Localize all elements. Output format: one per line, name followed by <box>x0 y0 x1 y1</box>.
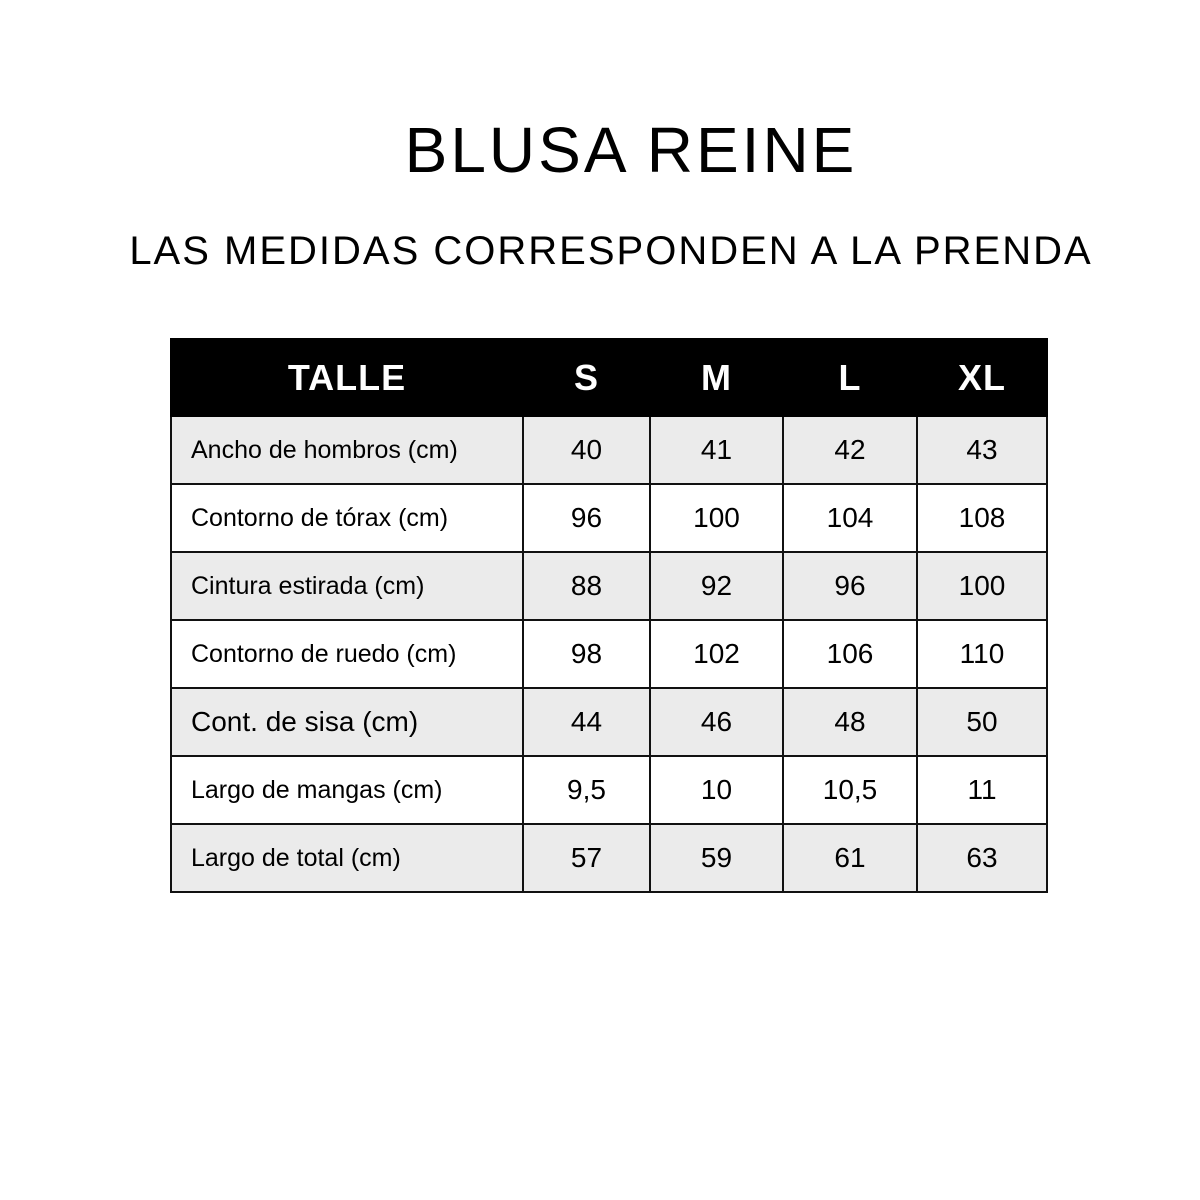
table-row <box>171 824 1047 892</box>
cell-value: 106 <box>783 620 917 688</box>
cell-value: 96 <box>523 484 650 552</box>
cell-value: 98 <box>523 620 650 688</box>
column-header-xl: XL <box>917 339 1047 416</box>
row-label: Cintura estirada (cm) <box>171 552 523 620</box>
table-header-row <box>171 339 1047 416</box>
table-row <box>171 688 1047 756</box>
page-title: BLUSA REINE <box>404 114 858 186</box>
cell-value: 11 <box>917 756 1047 824</box>
cell-value: 43 <box>917 416 1047 484</box>
cell-value: 110 <box>917 620 1047 688</box>
cell-value: 108 <box>917 484 1047 552</box>
table-row <box>171 552 1047 620</box>
cell-value: 10,5 <box>783 756 917 824</box>
cell-value: 92 <box>650 552 783 620</box>
cell-value: 96 <box>783 552 917 620</box>
cell-value: 100 <box>917 552 1047 620</box>
row-label: Largo de mangas (cm) <box>171 756 523 824</box>
row-label: Largo de total (cm) <box>171 824 523 892</box>
cell-value: 50 <box>917 688 1047 756</box>
cell-value: 40 <box>523 416 650 484</box>
cell-value: 61 <box>783 824 917 892</box>
cell-value: 100 <box>650 484 783 552</box>
table-row <box>171 484 1047 552</box>
column-header-m: M <box>650 339 783 416</box>
column-header-talle: TALLE <box>171 339 523 416</box>
cell-value: 42 <box>783 416 917 484</box>
cell-value: 48 <box>783 688 917 756</box>
cell-value: 9,5 <box>523 756 650 824</box>
column-header-l: L <box>783 339 917 416</box>
table-row <box>171 756 1047 824</box>
table-row <box>171 620 1047 688</box>
page-subtitle: LAS MEDIDAS CORRESPONDEN A LA PRENDA <box>129 229 1093 273</box>
row-label: Contorno de ruedo (cm) <box>171 620 523 688</box>
cell-value: 102 <box>650 620 783 688</box>
column-header-s: S <box>523 339 650 416</box>
cell-value: 63 <box>917 824 1047 892</box>
row-label: Cont. de sisa (cm) <box>171 688 523 756</box>
cell-value: 88 <box>523 552 650 620</box>
cell-value: 57 <box>523 824 650 892</box>
table-row <box>171 416 1047 484</box>
cell-value: 59 <box>650 824 783 892</box>
size-chart-table <box>170 338 1048 893</box>
row-label: Ancho de hombros (cm) <box>171 416 523 484</box>
cell-value: 104 <box>783 484 917 552</box>
cell-value: 41 <box>650 416 783 484</box>
cell-value: 44 <box>523 688 650 756</box>
cell-value: 10 <box>650 756 783 824</box>
cell-value: 46 <box>650 688 783 756</box>
row-label: Contorno de tórax (cm) <box>171 484 523 552</box>
